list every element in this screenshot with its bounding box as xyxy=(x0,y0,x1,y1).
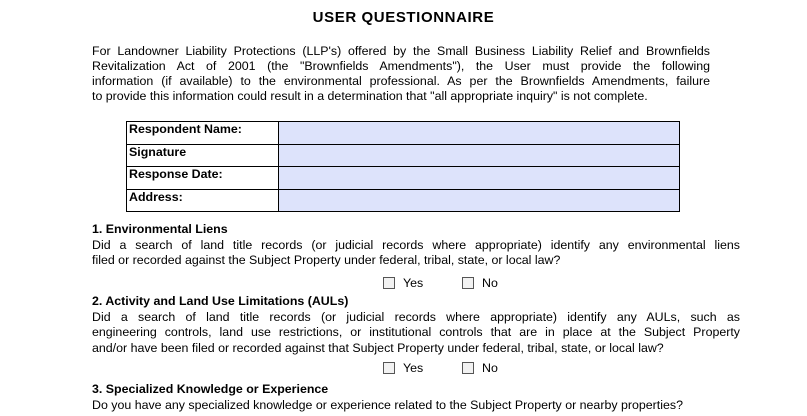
question-line: Did a search of land title records (or judicial records where appropriate) identify any AULs, such as xyxy=(92,309,740,324)
section-question xyxy=(92,398,740,414)
page-title: USER QUESTIONNAIRE xyxy=(312,9,495,26)
aul-yes-checkbox[interactable] xyxy=(383,362,395,374)
section-question xyxy=(92,238,740,269)
question-line: and/or have been filed or recorded against that Subject Property under federal, tribal, state, or local law? xyxy=(92,340,664,355)
yes-label: Yes xyxy=(403,361,424,375)
intro-paragraph xyxy=(92,44,710,104)
response-date-label: Response Date: xyxy=(127,167,279,190)
liens-no-option[interactable] xyxy=(462,276,498,290)
section-environmental-liens xyxy=(92,222,740,269)
respondent-name-label: Respondent Name: xyxy=(127,122,279,145)
respondent-row-name xyxy=(127,122,680,145)
question-line: engineering controls, land use restrictions, or institutional controls that are in place at the Subject Property xyxy=(92,325,740,339)
respondent-row-signature xyxy=(127,144,680,167)
yes-label: Yes xyxy=(403,276,424,290)
respondent-table xyxy=(126,121,680,212)
section-aul xyxy=(92,294,740,356)
question-line: filed or recorded against the Subject Property under federal, tribal, state, or local law? xyxy=(92,253,561,267)
liens-yes-checkbox[interactable] xyxy=(383,277,395,289)
intro-line: to provide this information could result in a determination that "all appropriate inquiry" is not complete. xyxy=(92,89,648,103)
response-date-field[interactable] xyxy=(279,167,680,190)
section-heading: 3. Specialized Knowledge or Experience xyxy=(92,382,329,396)
no-label: No xyxy=(482,361,498,375)
address-label: Address: xyxy=(127,189,279,212)
section-specialized-knowledge xyxy=(92,382,740,413)
aul-no-checkbox[interactable] xyxy=(462,362,474,374)
aul-yes-option[interactable] xyxy=(383,361,423,375)
liens-no-checkbox[interactable] xyxy=(462,277,474,289)
question-line: Did a search of land title records (or judicial records where appropriate) identify any environmental liens xyxy=(92,237,740,252)
intro-line: Revitalization Act of 2001 (the "Brownfields Amendments"), the User must provide the following xyxy=(92,59,710,73)
signature-label: Signature xyxy=(127,144,279,167)
intro-line: For Landowner Liability Protections (LLP's) offered by the Small Business Liability Relief and Brownfields xyxy=(92,44,710,58)
address-field[interactable] xyxy=(279,189,680,212)
liens-yes-option[interactable] xyxy=(383,276,423,290)
respondent-row-address xyxy=(127,189,680,212)
aul-no-option[interactable] xyxy=(462,361,498,375)
respondent-name-field[interactable] xyxy=(279,122,680,145)
section-question xyxy=(92,310,740,357)
no-label: No xyxy=(482,276,498,290)
question-line: Do you have any specialized knowledge or experience related to the Subject Property or nearby properties? xyxy=(92,397,683,412)
intro-line: information (if available) to the environmental professional. As per the Brownfields Amendments, failure xyxy=(92,74,710,88)
respondent-row-date xyxy=(127,167,680,190)
section-heading: 2. Activity and Land Use Limitations (AULs) xyxy=(92,294,349,308)
signature-field[interactable] xyxy=(279,144,680,167)
section-heading: 1. Environmental Liens xyxy=(92,222,228,236)
